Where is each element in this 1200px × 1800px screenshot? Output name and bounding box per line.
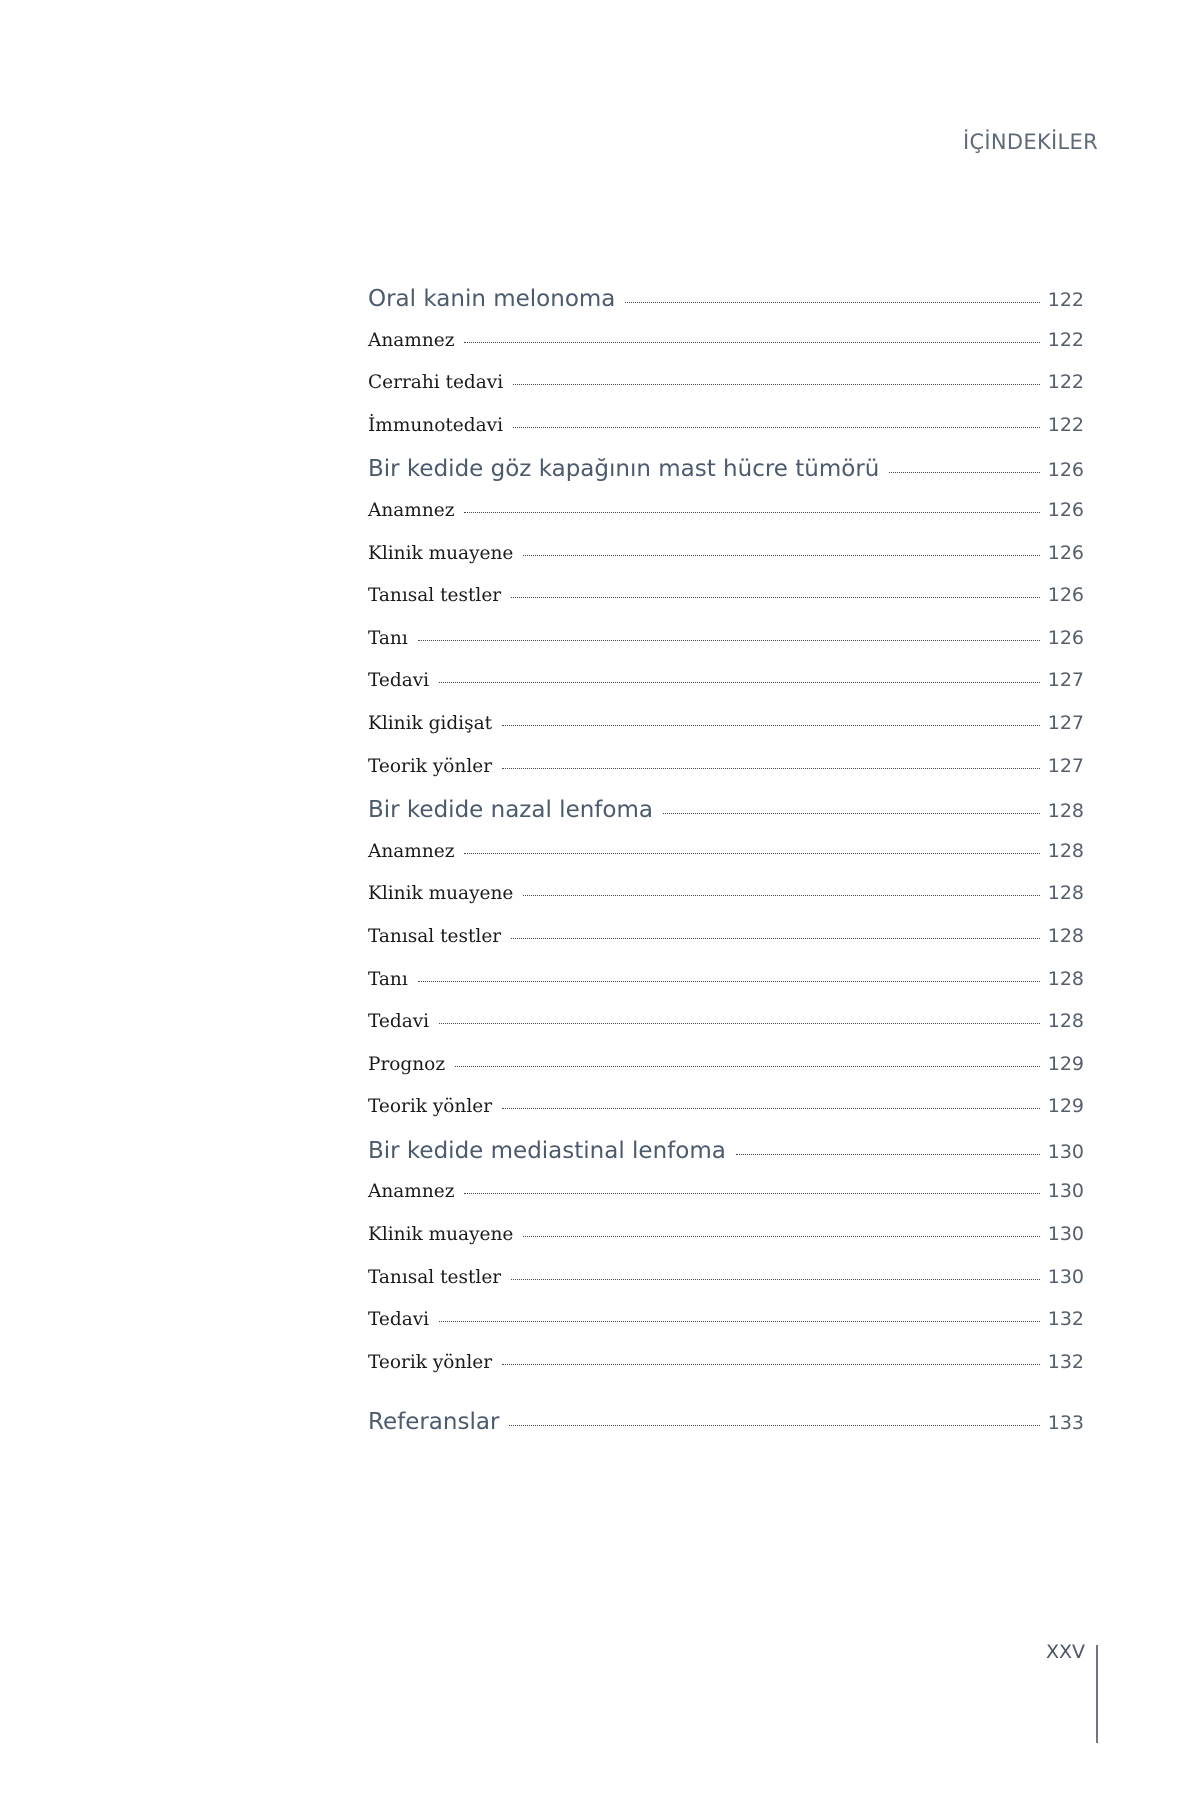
toc-section-entry xyxy=(368,925,1084,968)
toc-section-entry xyxy=(368,371,1084,414)
table-of-contents xyxy=(368,286,1084,1452)
toc-section-entry xyxy=(368,1095,1084,1138)
toc-section-entry xyxy=(368,968,1084,1011)
toc-entry-label: Teorik yönler xyxy=(368,1096,493,1118)
toc-chapter-entry xyxy=(368,286,1084,329)
toc-entry-page-number: 130 xyxy=(1047,1140,1084,1163)
toc-entry-page-number: 122 xyxy=(1047,413,1084,436)
dot-leader xyxy=(439,1321,1040,1322)
toc-entry-label: Klinik gidişat xyxy=(368,712,493,734)
toc-entry-page-number: 128 xyxy=(1047,882,1084,905)
toc-entry-label: İmmunotedavi xyxy=(368,414,503,436)
toc-entry-label: Oral kanin melonoma xyxy=(368,286,616,312)
dot-leader xyxy=(513,384,1040,385)
toc-entry-label: Tanısal testler xyxy=(368,925,502,947)
toc-chapter-entry xyxy=(368,797,1084,840)
dot-leader xyxy=(464,1193,1039,1194)
dot-leader xyxy=(439,1023,1040,1024)
toc-entry-page-number: 128 xyxy=(1047,1010,1084,1033)
toc-entry-page-number: 126 xyxy=(1047,626,1084,649)
toc-section-entry xyxy=(368,1053,1084,1096)
toc-entry-page-number: 128 xyxy=(1047,967,1084,990)
toc-entry-label: Bir kedide mediastinal lenfoma xyxy=(368,1137,726,1164)
dot-leader xyxy=(889,472,1039,473)
toc-section-entry xyxy=(368,1308,1084,1351)
running-header: İÇİNDEKİLER xyxy=(962,130,1098,154)
toc-entry-page-number: 128 xyxy=(1047,800,1084,823)
page-number: XXV xyxy=(1045,1641,1085,1663)
dot-leader xyxy=(511,597,1040,598)
toc-entry-page-number: 126 xyxy=(1047,541,1084,564)
toc-entry-page-number: 126 xyxy=(1047,584,1084,607)
dot-leader xyxy=(439,682,1040,683)
toc-entry-page-number: 130 xyxy=(1047,1180,1084,1203)
toc-section-entry xyxy=(368,1351,1084,1394)
toc-section-entry xyxy=(368,840,1084,883)
dot-leader xyxy=(511,1279,1040,1280)
toc-entry-page-number: 122 xyxy=(1047,371,1084,394)
dot-leader xyxy=(513,427,1040,428)
toc-entry-page-number: 127 xyxy=(1047,669,1084,692)
toc-entry-page-number: 127 xyxy=(1047,754,1084,777)
toc-entry-page-number: 129 xyxy=(1047,1052,1084,1075)
toc-chapter-entry xyxy=(368,1138,1084,1181)
dot-leader xyxy=(509,1425,1039,1426)
dot-leader xyxy=(663,813,1040,814)
toc-chapter-entry xyxy=(368,1409,1084,1452)
toc-entry-label: Tanısal testler xyxy=(368,1266,502,1288)
toc-entry-page-number: 132 xyxy=(1047,1308,1084,1331)
toc-section-entry xyxy=(368,1010,1084,1053)
toc-entry-label: Bir kedide göz kapağının mast hücre tümörü xyxy=(368,456,880,483)
toc-entry-label: Anamnez xyxy=(368,499,455,521)
dot-leader xyxy=(418,981,1040,982)
dot-leader xyxy=(736,1154,1040,1155)
dot-leader xyxy=(502,1108,1040,1109)
dot-leader xyxy=(502,768,1040,769)
toc-entry-label: Tedavi xyxy=(368,670,430,692)
dot-leader xyxy=(455,1066,1040,1067)
dot-leader xyxy=(502,1364,1040,1365)
dot-leader xyxy=(523,895,1039,896)
toc-entry-label: Bir kedide nazal lenfoma xyxy=(368,797,653,824)
toc-section-entry xyxy=(368,1180,1084,1223)
folio-rule xyxy=(1096,1645,1098,1743)
dot-leader xyxy=(523,1236,1039,1237)
toc-entry-label: Tanısal testler xyxy=(368,585,502,607)
toc-entry-page-number: 127 xyxy=(1047,711,1084,734)
toc-entry-label: Teorik yönler xyxy=(368,1351,493,1373)
dot-leader xyxy=(464,853,1039,854)
toc-entry-label: Prognoz xyxy=(368,1053,446,1075)
toc-entry-page-number: 133 xyxy=(1047,1412,1084,1435)
toc-entry-label: Cerrahi tedavi xyxy=(368,372,504,394)
toc-entry-page-number: 130 xyxy=(1047,1265,1084,1288)
toc-entry-label: Tedavi xyxy=(368,1011,430,1033)
toc-section-entry xyxy=(368,499,1084,542)
toc-chapter-entry xyxy=(368,456,1084,499)
toc-section-entry xyxy=(368,882,1084,925)
dot-leader xyxy=(625,302,1039,303)
toc-entry-page-number: 122 xyxy=(1047,289,1084,311)
dot-leader xyxy=(502,725,1040,726)
toc-entry-page-number: 130 xyxy=(1047,1223,1084,1246)
dot-leader xyxy=(523,555,1039,556)
toc-entry-label: Klinik muayene xyxy=(368,883,514,905)
toc-entry-label: Klinik muayene xyxy=(368,1224,514,1246)
toc-section-entry xyxy=(368,755,1084,798)
toc-section-entry xyxy=(368,1223,1084,1266)
toc-entry-label: Tedavi xyxy=(368,1309,430,1331)
dot-leader xyxy=(464,342,1039,343)
dot-leader xyxy=(464,512,1039,513)
toc-entry-page-number: 129 xyxy=(1047,1095,1084,1118)
toc-entry-label: Klinik muayene xyxy=(368,542,514,564)
toc-entry-page-number: 122 xyxy=(1047,328,1084,351)
toc-entry-label: Teorik yönler xyxy=(368,755,493,777)
toc-section-entry xyxy=(368,414,1084,457)
toc-entry-label: Anamnez xyxy=(368,1181,455,1203)
toc-section-entry xyxy=(368,542,1084,585)
toc-entry-page-number: 128 xyxy=(1047,924,1084,947)
toc-entry-page-number: 128 xyxy=(1047,839,1084,862)
toc-section-entry xyxy=(368,712,1084,755)
toc-section-entry xyxy=(368,627,1084,670)
toc-entry-page-number: 126 xyxy=(1047,459,1084,482)
toc-entry-label: Anamnez xyxy=(368,329,455,351)
toc-section-entry xyxy=(368,584,1084,627)
toc-entry-label: Referanslar xyxy=(368,1409,500,1436)
toc-entry-label: Tanı xyxy=(368,968,408,990)
toc-section-entry xyxy=(368,669,1084,712)
dot-leader xyxy=(418,640,1040,641)
toc-entry-label: Tanı xyxy=(368,627,408,649)
toc-entry-label: Anamnez xyxy=(368,840,455,862)
toc-entry-page-number: 132 xyxy=(1047,1350,1084,1373)
toc-entry-page-number: 126 xyxy=(1047,498,1084,521)
toc-section-entry xyxy=(368,329,1084,372)
toc-section-entry xyxy=(368,1266,1084,1309)
dot-leader xyxy=(511,938,1040,939)
